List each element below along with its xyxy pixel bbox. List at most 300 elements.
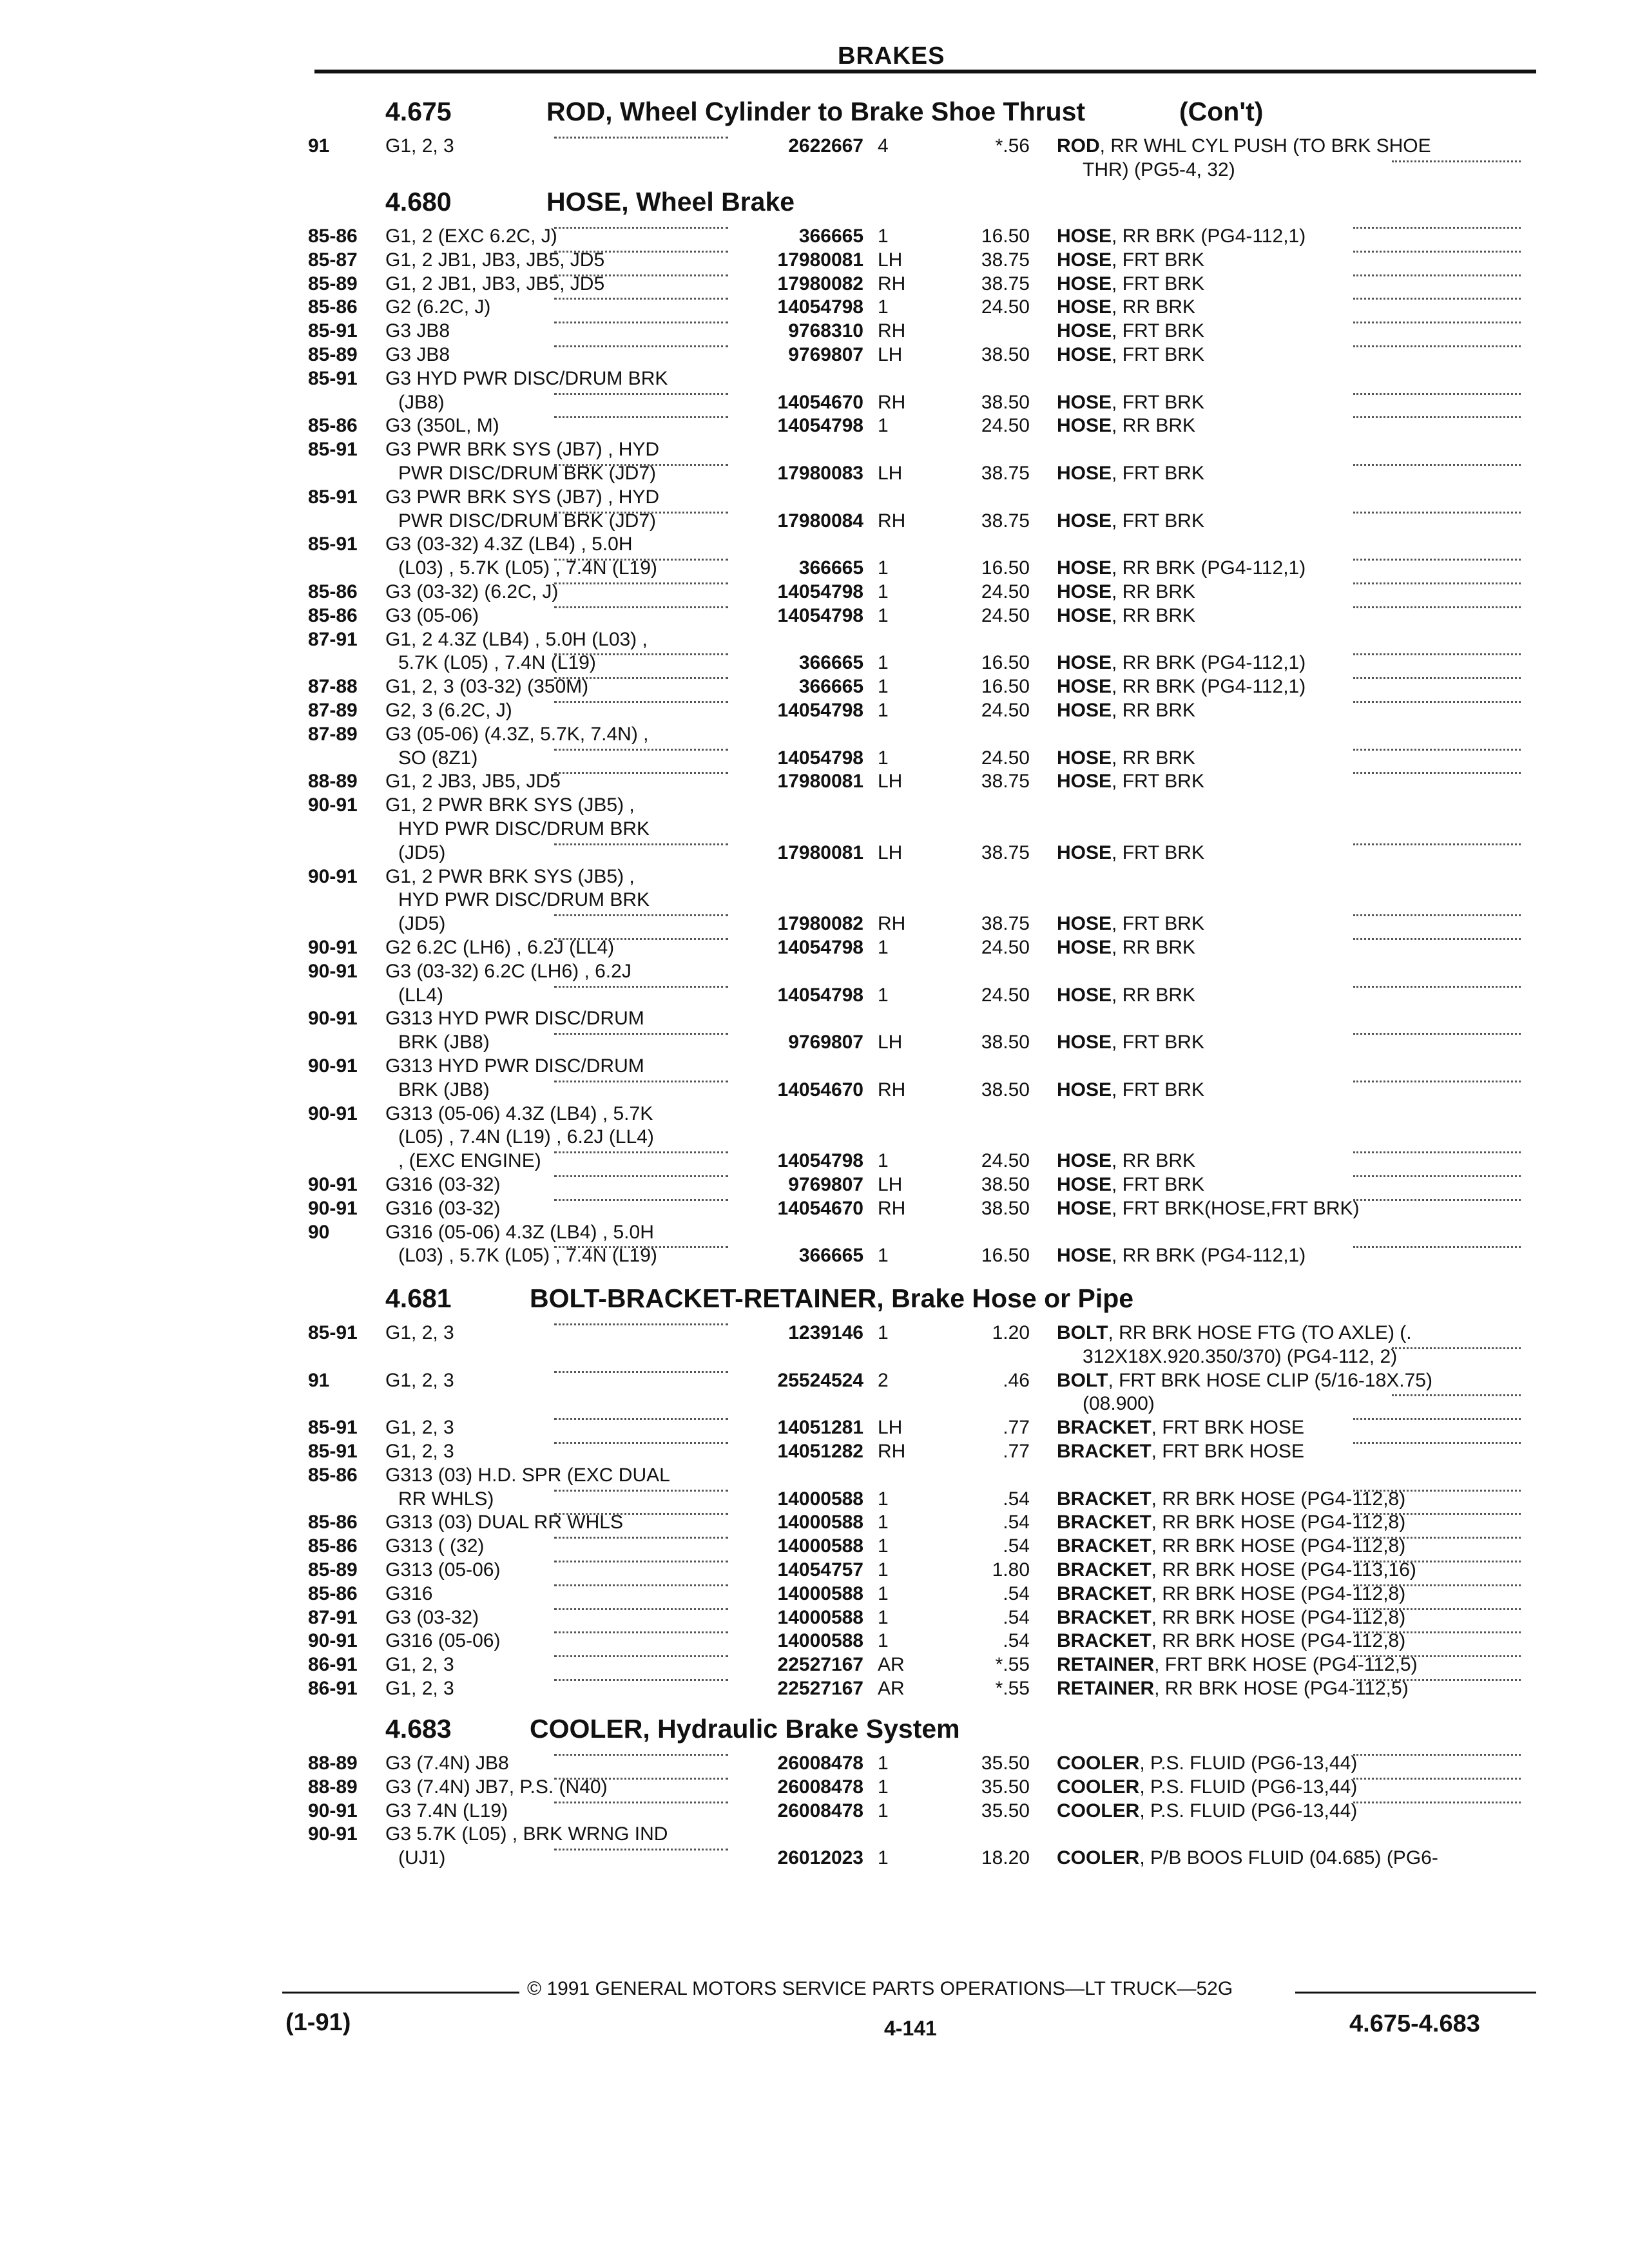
application: G1, 2, 3	[385, 1654, 454, 1676]
application: G1, 2 JB1, JB3, JB5, JD5	[385, 249, 605, 271]
application: G3 HYD PWR DISC/DRUM BRK	[385, 367, 668, 389]
dot-leader	[554, 841, 728, 845]
entry-line	[0, 343, 1629, 369]
price: *.56	[995, 135, 1030, 157]
part-description: RETAINER, RR BRK HOSE (PG4-112,5)	[1057, 1678, 1409, 1699]
price: 38.75	[981, 510, 1030, 532]
part-number: 14054798	[777, 984, 863, 1006]
dot-leader	[1353, 1030, 1521, 1035]
dot-leader	[554, 1487, 728, 1492]
part-name: HOSE	[1057, 415, 1112, 437]
quantity: 1	[878, 1582, 889, 1604]
price: .46	[1003, 1369, 1030, 1391]
part-detail: RR BRK (PG4-112,1)	[1122, 226, 1306, 247]
dot-leader	[554, 1799, 728, 1803]
entry-line	[0, 1534, 1629, 1560]
part-description: HOSE, RR BRK	[1057, 747, 1196, 769]
entry-line	[0, 1775, 1629, 1801]
model-years: 90-91	[308, 1197, 358, 1219]
part-detail: FRT BRK	[1122, 1079, 1204, 1100]
part-detail: P.S. FLUID (PG6-13,44)	[1150, 1800, 1358, 1821]
quantity: LH	[878, 249, 903, 271]
application: G3 5.7K (L05) , BRK WRNG IND	[385, 1823, 668, 1845]
part-name: COOLER	[1057, 1847, 1140, 1869]
price: *.55	[995, 1678, 1030, 1699]
entry-line	[0, 248, 1629, 274]
part-detail: RR BRK	[1122, 581, 1196, 602]
quantity: LH	[878, 841, 903, 863]
part-description: BRACKET, FRT BRK HOSE	[1057, 1417, 1304, 1439]
dot-leader	[1353, 1775, 1521, 1780]
part-entry	[0, 1510, 1629, 1534]
part-detail: FRT BRK HOSE (PG4-112,5)	[1164, 1654, 1418, 1676]
entry-line	[0, 1629, 1629, 1655]
price: 24.50	[981, 937, 1030, 958]
price: *.55	[995, 1654, 1030, 1676]
dot-leader	[1353, 936, 1521, 940]
quantity: 1	[878, 1776, 889, 1798]
part-entry	[0, 1606, 1629, 1629]
part-description: BRACKET, RR BRK HOSE (PG4-112,8)	[1057, 1512, 1406, 1533]
part-detail: RR BRK HOSE (PG4-112,8)	[1162, 1535, 1406, 1557]
part-name: HOSE	[1057, 510, 1112, 532]
footer-section-range: 4.675-4.683	[1349, 2010, 1480, 2037]
application: (JB8)	[398, 391, 445, 413]
part-detail: RR BRK	[1122, 937, 1196, 958]
price: .54	[1003, 1535, 1030, 1557]
application: (JD5)	[398, 841, 446, 863]
price: 38.50	[981, 344, 1030, 365]
entry-line	[0, 414, 1629, 439]
dot-leader	[1353, 912, 1521, 916]
dot-leader	[1353, 224, 1521, 229]
price: 38.50	[981, 1174, 1030, 1195]
dot-leader	[554, 1369, 728, 1373]
dot-leader	[1353, 1244, 1521, 1248]
model-years: 87-91	[308, 1606, 358, 1628]
application: G313 HYD PWR DISC/DRUM	[385, 1008, 644, 1030]
model-years: 90-91	[308, 1102, 358, 1124]
price: 38.50	[981, 1032, 1030, 1053]
dot-leader	[554, 746, 728, 751]
page-header-title: BRAKES	[838, 43, 945, 70]
part-description: BRACKET, RR BRK HOSE (PG4-112,8)	[1057, 1606, 1406, 1628]
dot-leader	[554, 1558, 728, 1562]
price: .77	[1003, 1441, 1030, 1462]
quantity: 1	[878, 1150, 889, 1172]
model-years: 86-91	[308, 1678, 358, 1699]
dot-leader	[554, 1510, 728, 1515]
price: 1.80	[992, 1559, 1030, 1581]
application: G3 (03-32) 4.3Z (LB4) , 5.0H	[385, 533, 633, 555]
quantity: 1	[878, 1535, 889, 1557]
entry-line	[0, 1751, 1629, 1777]
part-entry	[0, 1054, 1629, 1102]
part-entry	[0, 1439, 1629, 1463]
part-name: BRACKET	[1057, 1535, 1152, 1557]
application: G3 PWR BRK SYS (JB7) , HYD	[385, 439, 660, 461]
part-description: COOLER, P.S. FLUID (PG6-13,44)	[1057, 1753, 1358, 1774]
part-entry	[0, 1321, 1629, 1369]
part-entry	[0, 865, 1629, 936]
application: (JD5)	[398, 913, 446, 935]
entry-line	[0, 1369, 1629, 1394]
part-name: BRACKET	[1057, 1606, 1152, 1628]
section-heading	[385, 187, 1481, 216]
entry-line	[0, 722, 1629, 748]
entry-line	[0, 983, 1629, 1009]
footer-rule-left	[282, 1992, 519, 1994]
part-description: HOSE, RR BRK (PG4-112,1)	[1057, 557, 1306, 579]
part-name: HOSE	[1057, 700, 1112, 721]
part-name: BRACKET	[1057, 1512, 1152, 1533]
part-detail: RR BRK	[1122, 415, 1196, 437]
quantity: 1	[878, 1322, 889, 1343]
part-description: BRACKET, RR BRK HOSE (PG4-112,8)	[1057, 1488, 1406, 1510]
part-number: 14054798	[777, 1150, 863, 1172]
part-description: HOSE, FRT BRK	[1057, 841, 1204, 863]
entry-line	[0, 1321, 1629, 1347]
dot-leader	[1353, 343, 1521, 347]
part-description-cont: THR) (PG5-4, 32)	[1083, 159, 1235, 180]
section-heading	[385, 1714, 1481, 1744]
quantity: 1	[878, 747, 889, 769]
application: G316 (05-06) 4.3Z (LB4) , 5.0H	[385, 1221, 654, 1243]
part-description: BOLT, FRT BRK HOSE CLIP (5/16-18X.75)	[1057, 1369, 1432, 1391]
part-number: 14000588	[777, 1582, 863, 1604]
part-name: ROD	[1057, 135, 1100, 157]
part-detail: RR BRK	[1122, 700, 1196, 721]
part-description: HOSE, RR BRK	[1057, 937, 1196, 958]
price: 38.75	[981, 249, 1030, 271]
part-entry	[0, 1463, 1629, 1511]
entry-line	[0, 1030, 1629, 1056]
entry-line	[0, 698, 1629, 724]
part-number: 17980082	[777, 273, 863, 294]
dot-leader	[554, 295, 728, 300]
entry-line	[0, 1006, 1629, 1032]
part-number: 14054798	[777, 415, 863, 437]
part-number: 17980083	[777, 462, 863, 484]
quantity: 1	[878, 604, 889, 626]
part-name: HOSE	[1057, 557, 1112, 579]
entry-line	[0, 817, 1629, 843]
part-detail: FRT BRK	[1122, 273, 1204, 294]
entry-line	[0, 158, 1629, 184]
dot-leader	[554, 248, 728, 253]
part-entry	[0, 698, 1629, 722]
part-description: RETAINER, FRT BRK HOSE (PG4-112,5)	[1057, 1654, 1418, 1676]
dot-leader	[1353, 1173, 1521, 1177]
section-title: ROD, Wheel Cylinder to Brake Shoe Thrust	[546, 97, 1086, 126]
footer-page-number: 4-141	[884, 2017, 937, 2040]
entry-line	[0, 1846, 1629, 1872]
part-name: BRACKET	[1057, 1488, 1152, 1510]
dot-leader	[554, 1416, 728, 1420]
part-name: BRACKET	[1057, 1417, 1152, 1439]
part-description: HOSE, RR BRK	[1057, 984, 1196, 1006]
part-detail: FRT BRK HOSE	[1162, 1441, 1304, 1462]
part-name: BRACKET	[1057, 1582, 1152, 1604]
dot-leader	[554, 1030, 728, 1035]
model-years: 85-91	[308, 367, 358, 389]
part-entry	[0, 628, 1629, 675]
model-years: 90-91	[308, 865, 358, 887]
entry-line	[0, 1799, 1629, 1825]
part-name: HOSE	[1057, 747, 1112, 769]
part-number: 14054670	[777, 1079, 863, 1100]
entry-line	[0, 865, 1629, 890]
part-description: HOSE, RR BRK	[1057, 1150, 1196, 1172]
dot-leader	[1353, 1629, 1521, 1633]
quantity: RH	[878, 913, 906, 935]
model-years: 87-91	[308, 628, 358, 650]
section-number: 4.683	[385, 1714, 452, 1744]
part-number: 14054798	[777, 700, 863, 721]
part-name: HOSE	[1057, 841, 1112, 863]
part-number: 14051281	[777, 1417, 863, 1439]
quantity: 1	[878, 415, 889, 437]
model-years: 85-86	[308, 581, 358, 602]
section-continued: (Con't)	[1179, 97, 1264, 126]
part-name: HOSE	[1057, 604, 1112, 626]
part-number: 14051282	[777, 1441, 863, 1462]
part-number: 26008478	[777, 1753, 863, 1774]
dot-leader	[554, 1677, 728, 1681]
dot-leader	[1353, 1534, 1521, 1539]
quantity: 1	[878, 296, 889, 318]
part-number: 14054798	[777, 747, 863, 769]
model-years: 90-91	[308, 1800, 358, 1821]
part-detail: RR BRK	[1122, 984, 1196, 1006]
part-description: BOLT, RR BRK HOSE FTG (TO AXLE) (.	[1057, 1322, 1412, 1343]
part-name: COOLER	[1057, 1800, 1140, 1821]
dot-leader	[1353, 841, 1521, 845]
part-number: 14000588	[777, 1606, 863, 1628]
dot-leader	[554, 912, 728, 916]
quantity: LH	[878, 1417, 903, 1439]
section-number: 4.680	[385, 187, 452, 216]
part-detail: FRT BRK(HOSE,FRT BRK)	[1122, 1197, 1360, 1219]
part-detail: RR BRK HOSE (PG4-112,8)	[1162, 1582, 1406, 1604]
price: 38.75	[981, 913, 1030, 935]
part-detail: RR BRK	[1122, 747, 1196, 769]
application: G313 (05-06) 4.3Z (LB4) , 5.7K	[385, 1102, 653, 1124]
price: .77	[1003, 1417, 1030, 1439]
part-number: 22527167	[777, 1654, 863, 1676]
part-detail: FRT BRK	[1122, 391, 1204, 413]
quantity: LH	[878, 1174, 903, 1195]
section-heading	[385, 1283, 1481, 1313]
dot-leader	[554, 509, 728, 514]
model-years: 85-89	[308, 344, 358, 365]
dot-leader	[1353, 1439, 1521, 1444]
part-description: ROD, RR WHL CYL PUSH (TO BRK SHOE	[1057, 135, 1431, 157]
quantity: 1	[878, 1800, 889, 1821]
model-years: 85-91	[308, 1441, 358, 1462]
dot-leader	[1353, 746, 1521, 751]
entry-line	[0, 604, 1629, 629]
part-name: HOSE	[1057, 676, 1112, 698]
part-description: BRACKET, FRT BRK HOSE	[1057, 1441, 1304, 1462]
quantity: RH	[878, 391, 906, 413]
model-years: 90-91	[308, 1008, 358, 1030]
dot-leader	[1353, 1196, 1521, 1201]
application: G3 JB8	[385, 320, 450, 342]
application: G313 (03) DUAL RR WHLS	[385, 1512, 623, 1533]
entry-line	[0, 272, 1629, 298]
part-entry	[0, 580, 1629, 604]
dot-leader	[1353, 769, 1521, 774]
part-number: 14000588	[777, 1535, 863, 1557]
quantity: RH	[878, 510, 906, 532]
part-description: HOSE, RR BRK (PG4-112,1)	[1057, 676, 1306, 698]
quantity: 1	[878, 1245, 889, 1267]
part-name: HOSE	[1057, 1245, 1112, 1267]
entry-line	[0, 651, 1629, 677]
entry-line	[0, 319, 1629, 345]
part-number: 366665	[798, 226, 863, 247]
dot-leader	[1353, 295, 1521, 300]
part-name: HOSE	[1057, 1197, 1112, 1219]
part-entry	[0, 1196, 1629, 1220]
model-years: 85-89	[308, 273, 358, 294]
part-description-cont: (08.900)	[1083, 1393, 1155, 1415]
part-entry	[0, 532, 1629, 580]
dot-leader	[1392, 158, 1521, 162]
dot-leader	[1353, 390, 1521, 395]
price: 38.75	[981, 771, 1030, 793]
part-number: 26008478	[777, 1776, 863, 1798]
part-name: BOLT	[1057, 1322, 1108, 1343]
quantity: 1	[878, 226, 889, 247]
price: 24.50	[981, 747, 1030, 769]
part-number: 2622667	[788, 135, 863, 157]
entry-line	[0, 959, 1629, 985]
quantity: 4	[878, 135, 889, 157]
price: 38.50	[981, 1197, 1030, 1219]
part-entry	[0, 1582, 1629, 1606]
dot-leader	[1353, 1582, 1521, 1586]
model-years: 90-91	[308, 1630, 358, 1652]
entry-line	[0, 1677, 1629, 1702]
part-entry	[0, 272, 1629, 296]
entry-line	[0, 1078, 1629, 1104]
part-name: HOSE	[1057, 937, 1112, 958]
model-years: 87-88	[308, 676, 358, 698]
part-name: BRACKET	[1057, 1559, 1152, 1581]
application: G3 (05-06) (4.3Z, 5.7K, 7.4N) ,	[385, 723, 649, 745]
part-description: HOSE, FRT BRK	[1057, 249, 1204, 271]
part-detail: RR BRK HOSE (PG4-112,8)	[1162, 1512, 1406, 1533]
part-entry	[0, 485, 1629, 533]
part-entry	[0, 1416, 1629, 1439]
dot-leader	[554, 1439, 728, 1444]
price: 16.50	[981, 226, 1030, 247]
part-detail: RR BRK (PG4-112,1)	[1122, 652, 1306, 674]
application: G2 (6.2C, J)	[385, 296, 491, 318]
application: G3 PWR BRK SYS (JB7) , HYD	[385, 486, 660, 508]
part-name: HOSE	[1057, 581, 1112, 602]
entry-line	[0, 1582, 1629, 1608]
dot-leader	[554, 134, 728, 139]
application: G3 (350L, M)	[385, 415, 499, 437]
part-number: 366665	[798, 652, 863, 674]
part-entry	[0, 1751, 1629, 1775]
entry-line	[0, 1125, 1629, 1151]
entry-line	[0, 1439, 1629, 1465]
dot-leader	[1392, 1392, 1521, 1396]
part-detail: RR BRK HOSE (PG4-112,5)	[1164, 1678, 1409, 1699]
part-entry	[0, 722, 1629, 770]
application: G3 (7.4N) JB8	[385, 1753, 509, 1774]
quantity: 1	[878, 1753, 889, 1774]
part-name: COOLER	[1057, 1776, 1140, 1798]
dot-leader	[1353, 248, 1521, 253]
price: 35.50	[981, 1753, 1030, 1774]
dot-leader	[1353, 556, 1521, 561]
model-years: 90-91	[308, 960, 358, 982]
part-detail: RR BRK (PG4-112,1)	[1122, 557, 1306, 579]
model-years: 85-91	[308, 486, 358, 508]
application: (LL4)	[398, 984, 444, 1006]
part-entry	[0, 793, 1629, 864]
entry-line	[0, 485, 1629, 511]
quantity: LH	[878, 771, 903, 793]
model-years: 85-86	[308, 1512, 358, 1533]
price: 16.50	[981, 652, 1030, 674]
part-description: HOSE, RR BRK	[1057, 581, 1196, 602]
quantity: 1	[878, 1512, 889, 1533]
part-name: HOSE	[1057, 771, 1112, 793]
entry-line	[0, 888, 1629, 914]
part-entry	[0, 675, 1629, 698]
application: G316	[385, 1582, 433, 1604]
part-detail: RR BRK (PG4-112,1)	[1122, 676, 1306, 698]
part-name: HOSE	[1057, 320, 1112, 342]
part-entry	[0, 295, 1629, 319]
entry-line	[0, 746, 1629, 772]
entry-line	[0, 1102, 1629, 1128]
application: 5.7K (L05) , 7.4N (L19)	[398, 652, 596, 674]
model-years: 90-91	[308, 1823, 358, 1845]
entry-line	[0, 675, 1629, 700]
part-description-cont: 312X18X.920.350/370) (PG4-112, 2)	[1083, 1345, 1398, 1367]
model-years: 90-91	[308, 937, 358, 958]
application: G2 6.2C (LH6) , 6.2J (LL4)	[385, 937, 615, 958]
entry-line	[0, 1606, 1629, 1631]
dot-leader	[1353, 1606, 1521, 1610]
part-name: HOSE	[1057, 273, 1112, 294]
dot-leader	[554, 414, 728, 418]
part-detail: RR BRK (PG4-112,1)	[1122, 1245, 1306, 1267]
part-entry	[0, 1653, 1629, 1677]
entry-line	[0, 912, 1629, 937]
model-years: 90	[308, 1221, 330, 1243]
part-detail: FRT BRK HOSE CLIP (5/16-18X.75)	[1119, 1369, 1432, 1391]
model-years: 85-91	[308, 1417, 358, 1439]
dot-leader	[1353, 651, 1521, 655]
part-description: BRACKET, RR BRK HOSE (PG4-113,16)	[1057, 1559, 1416, 1581]
application: , (EXC ENGINE)	[398, 1150, 541, 1172]
model-years: 85-86	[308, 1582, 358, 1604]
quantity: 1	[878, 581, 889, 602]
dot-leader	[1353, 1677, 1521, 1681]
dot-leader	[554, 1321, 728, 1325]
part-description: COOLER, P.S. FLUID (PG6-13,44)	[1057, 1776, 1358, 1798]
dot-leader	[1353, 983, 1521, 988]
dot-leader	[554, 1244, 728, 1248]
